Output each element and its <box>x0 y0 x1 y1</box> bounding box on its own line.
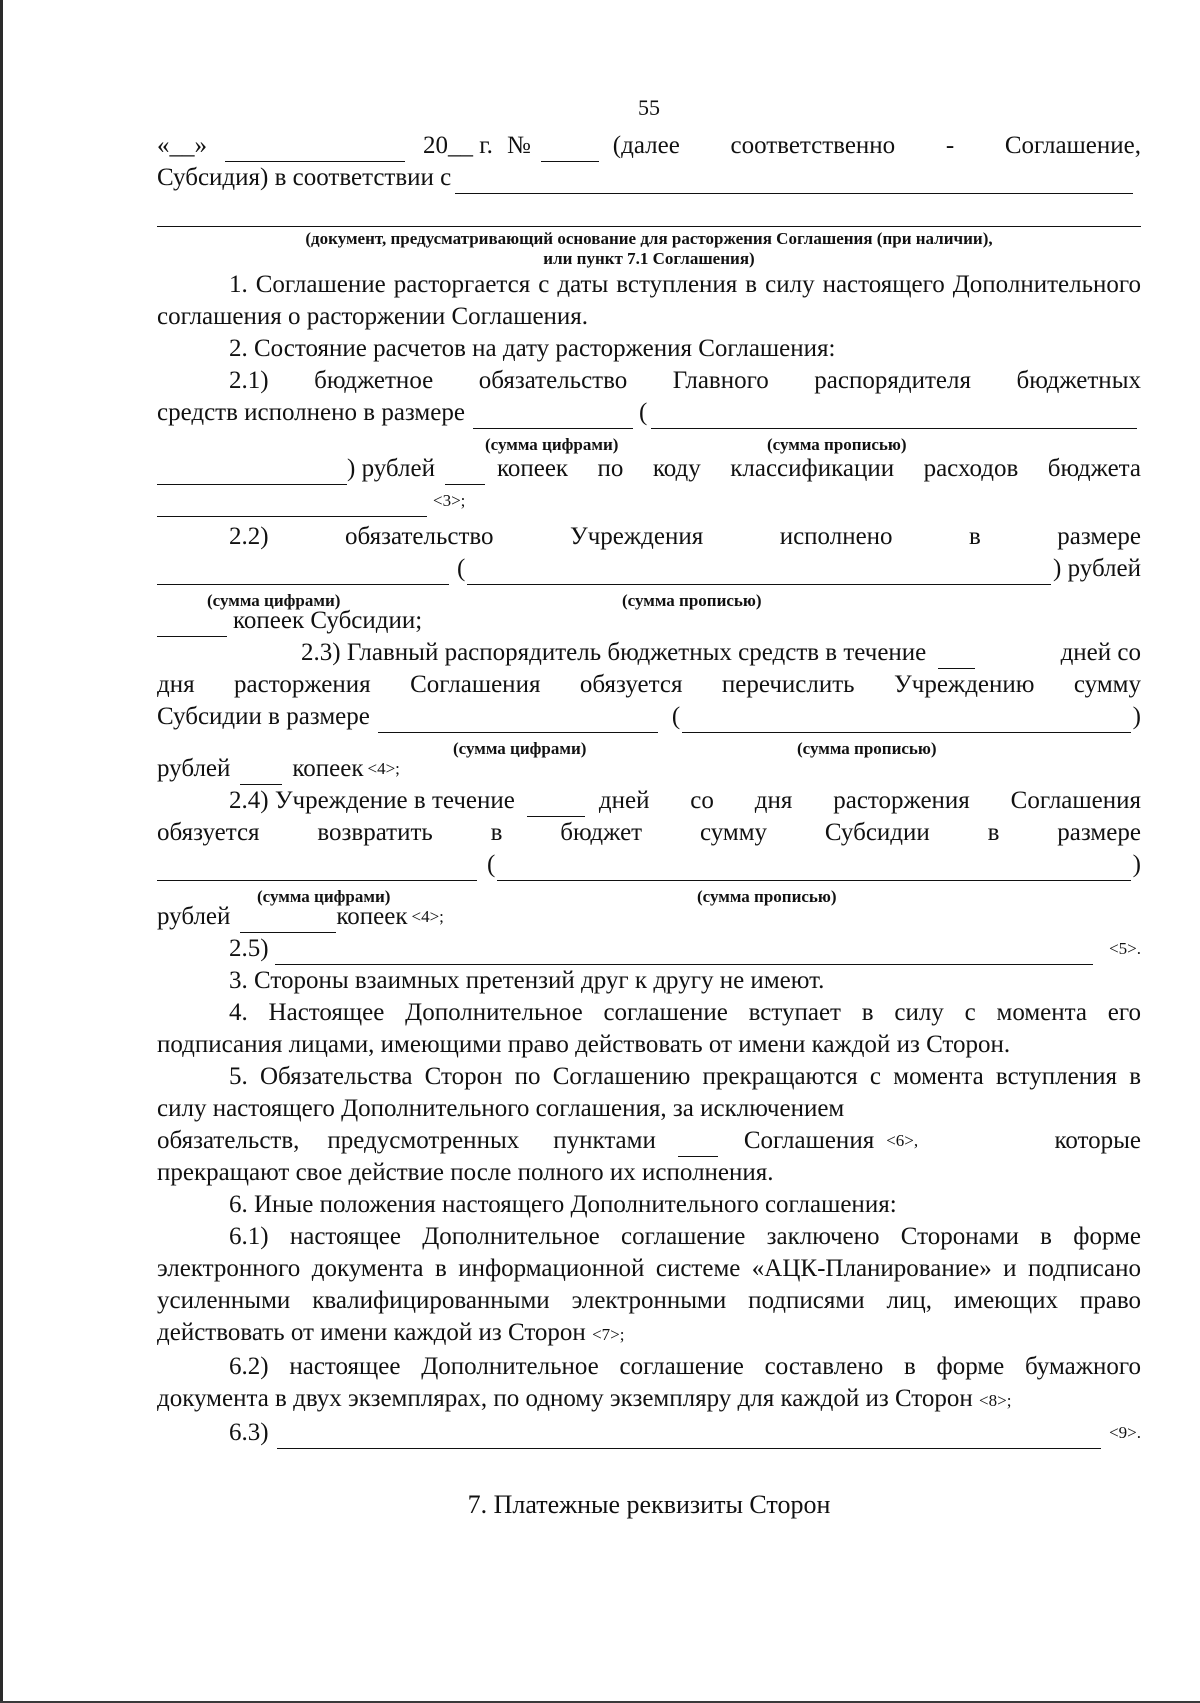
word: пунктами <box>553 1127 656 1154</box>
paragraph-4: 4. Настоящее Дополнительное соглашение вступает в силу с момента его подписания лицами, имеющими право действовать от имени каждой из Сторон. <box>157 999 1141 1058</box>
paragraph-6: 6. Иные положения настоящего Дополнительного соглашения: <box>229 1191 897 1218</box>
scan-left-edge <box>0 0 3 1703</box>
paragraph-3: 3. Стороны взаимных претензий друг к другу не имеют. <box>229 967 825 994</box>
word: которые <box>1054 1127 1141 1154</box>
captions-2-1 <box>157 429 1141 454</box>
paragraph-5-b <box>157 1125 1141 1157</box>
captions-2-3 <box>157 733 1141 758</box>
word: в <box>490 819 503 846</box>
paragraph-2-1-c <box>157 453 1141 485</box>
paragraph-2-3-c: дня расторжения Соглашения обязуется перечислить Учреждению сумму <box>157 671 1141 698</box>
paragraph-2-1-b <box>157 397 1141 429</box>
paragraph-2-1-a: 2.1) бюджетное обязательство Главного распорядителя бюджетных <box>229 367 1141 394</box>
header-tail: (далее соответственно - Соглашение, <box>612 132 1141 159</box>
paragraph-2-4-a <box>157 785 1141 817</box>
paren-close: ) <box>1132 703 1141 730</box>
paragraph-6-2-text: 6.2) настоящее Дополнительное соглашение составлено в форме бумажного документа в двух экземплярах, по одному экземпляру для каждой из Сторон <box>157 1353 1141 1412</box>
paragraph-6-2 <box>157 1351 1141 1417</box>
text: Субсидии в размере <box>157 703 370 730</box>
budget-code-blank <box>157 492 427 517</box>
sum-digits-blank <box>157 560 449 585</box>
page-number: 55 <box>638 95 660 120</box>
word: обязуется <box>157 819 260 846</box>
footnote-ref-8: <8>; <box>979 1391 1012 1410</box>
captions-2-2 <box>157 585 1141 610</box>
text: 2.5) <box>229 935 269 962</box>
sum-words-blank-2 <box>157 460 347 485</box>
word: размере <box>1057 819 1141 846</box>
word: Соглашения <box>743 1127 875 1154</box>
text: дней со <box>1060 639 1141 666</box>
item-2-5-blank <box>275 940 1093 965</box>
days-blank <box>938 644 974 669</box>
paragraph-2-2-a <box>157 521 1141 553</box>
number-sign: № <box>506 132 531 159</box>
caption-sum-words: (сумма прописью) <box>767 435 907 454</box>
header-line-2 <box>157 162 1141 194</box>
text: копеек <box>336 903 408 930</box>
date-month-blank <box>225 137 405 162</box>
document-page <box>157 92 1141 1521</box>
paren-close: ) <box>1132 851 1141 878</box>
rubles-text: ) рублей <box>347 455 435 482</box>
section-7-title: 7. Платежные реквизиты Сторон <box>467 1490 831 1519</box>
classification-text: копеек по коду классификации расходов бюджета <box>496 455 1141 482</box>
kopeks-text: копеек Субсидии; <box>233 607 423 634</box>
footnote-ref-4: <4>; <box>367 759 400 778</box>
paragraph-2-2-b <box>157 553 1141 585</box>
footnote-ref-4: <4>; <box>411 907 444 926</box>
word: размере <box>1057 523 1141 550</box>
item-6-3-blank <box>277 1424 1101 1449</box>
paren-open: ( <box>671 703 681 730</box>
captions-2-4 <box>157 881 1141 906</box>
rubles-text: ) рублей <box>1053 555 1141 582</box>
text: 2.3) Главный распорядитель бюджетных средств в течение <box>301 639 927 666</box>
footnote-ref-5: <5>. <box>1109 939 1141 958</box>
word: бюджет <box>560 819 643 846</box>
word: в <box>987 819 1000 846</box>
caption-sum-digits: (сумма цифрами) <box>257 887 391 906</box>
number-blank <box>541 137 599 162</box>
caption-document: (документ, предусматривающий основание для расторжения Соглашения (при наличии), <box>305 229 993 248</box>
word: предусмотренных <box>327 1127 520 1154</box>
items-blank <box>678 1132 718 1157</box>
footnote-ref-7: <7>; <box>592 1325 625 1344</box>
sum-words-blank <box>651 404 1137 429</box>
paragraph-2-4-b <box>157 817 1141 849</box>
text: 2.4) Учреждение в течение <box>229 787 515 814</box>
kopeks-blank <box>445 460 485 485</box>
word: исполнено <box>779 523 893 550</box>
paragraph-6-3 <box>157 1417 1141 1449</box>
paragraph-2-5 <box>157 933 1141 965</box>
paragraph-5-d: прекращают свое действие после полного их исполнения. <box>157 1159 774 1186</box>
caption-sum-digits: (сумма цифрами) <box>207 591 341 610</box>
paragraph-6-1 <box>157 1221 1141 1351</box>
header-line <box>157 130 1141 162</box>
paren-open: ( <box>487 851 496 878</box>
word: 2.2) <box>229 523 269 550</box>
footnote-ref-3: <3>; <box>433 491 466 510</box>
paren-open: ( <box>638 399 648 426</box>
text: рублей <box>157 903 231 930</box>
basis-blank-2 <box>157 202 1141 227</box>
caption-document-2: или пункт 7.1 Соглашения) <box>543 249 755 268</box>
word: возвратить <box>317 819 433 846</box>
text: рублей <box>157 755 231 782</box>
word: сумму <box>699 819 768 846</box>
footnote-ref-9: <9>. <box>1109 1423 1141 1442</box>
rubles-blank <box>240 760 282 785</box>
sum-digits-blank <box>378 708 658 733</box>
paragraph-5-a: 5. Обязательства Сторон по Соглашению прекращаются с момента вступления в силу настоящего Дополнительного соглашения, за исключением <box>157 1063 1141 1122</box>
paragraph-6-1-text: 6.1) настоящее Дополнительное соглашение заключено Сторонами в форме электронного документа в информационной системе «АЦК-Планирование» и подписано усиленными квалифицированными электронными подписями лиц, имеющих право действовать от имени каждой из Сторон <box>157 1223 1141 1346</box>
paren-open: ( <box>457 555 466 582</box>
word: обязательство <box>345 523 494 550</box>
paragraph-2-3-e <box>157 753 1141 785</box>
text: 6.3) <box>229 1419 269 1446</box>
paragraph-2-4-c <box>157 849 1141 881</box>
paragraph-2-3-a <box>157 637 1141 669</box>
word: Субсидии <box>824 819 930 846</box>
days-blank <box>527 792 585 817</box>
paragraph-2: 2. Состояние расчетов на дату расторжения Соглашения: <box>229 335 836 362</box>
sum-words-blank <box>467 560 1051 585</box>
date-day: «__» <box>157 132 207 159</box>
footnote-ref-6: <6>, <box>886 1131 919 1150</box>
sum-words-blank <box>682 708 1131 733</box>
caption-sum-words: (сумма прописью) <box>797 739 937 758</box>
date-year: 20__ г. <box>423 132 493 159</box>
caption-sum-digits: (сумма цифрами) <box>453 739 587 758</box>
text: дней со дня расторжения Соглашения <box>598 787 1141 814</box>
header-line2-text: Субсидия) в соответствии с <box>157 164 452 191</box>
sum-digits-blank <box>473 404 633 429</box>
caption-sum-digits: (сумма цифрами) <box>485 435 619 454</box>
text-amount-label: средств исполнено в размере <box>157 399 465 426</box>
paragraph-1: 1. Соглашение расторгается с даты вступления в силу настоящего Дополнительного соглашения о расторжении Соглашения. <box>157 271 1141 330</box>
paragraph-2-3-d <box>157 701 1141 733</box>
caption-sum-words: (сумма прописью) <box>622 591 762 610</box>
sum-words-blank <box>497 856 1130 881</box>
word: в <box>969 523 981 550</box>
word: обязательств, <box>157 1127 300 1154</box>
paragraph-2-1-d <box>157 485 1141 517</box>
word: Учреждения <box>570 523 704 550</box>
sum-digits-blank <box>157 856 477 881</box>
caption-sum-words: (сумма прописью) <box>697 887 837 906</box>
basis-blank <box>455 169 1133 194</box>
text: копеек <box>292 755 364 782</box>
